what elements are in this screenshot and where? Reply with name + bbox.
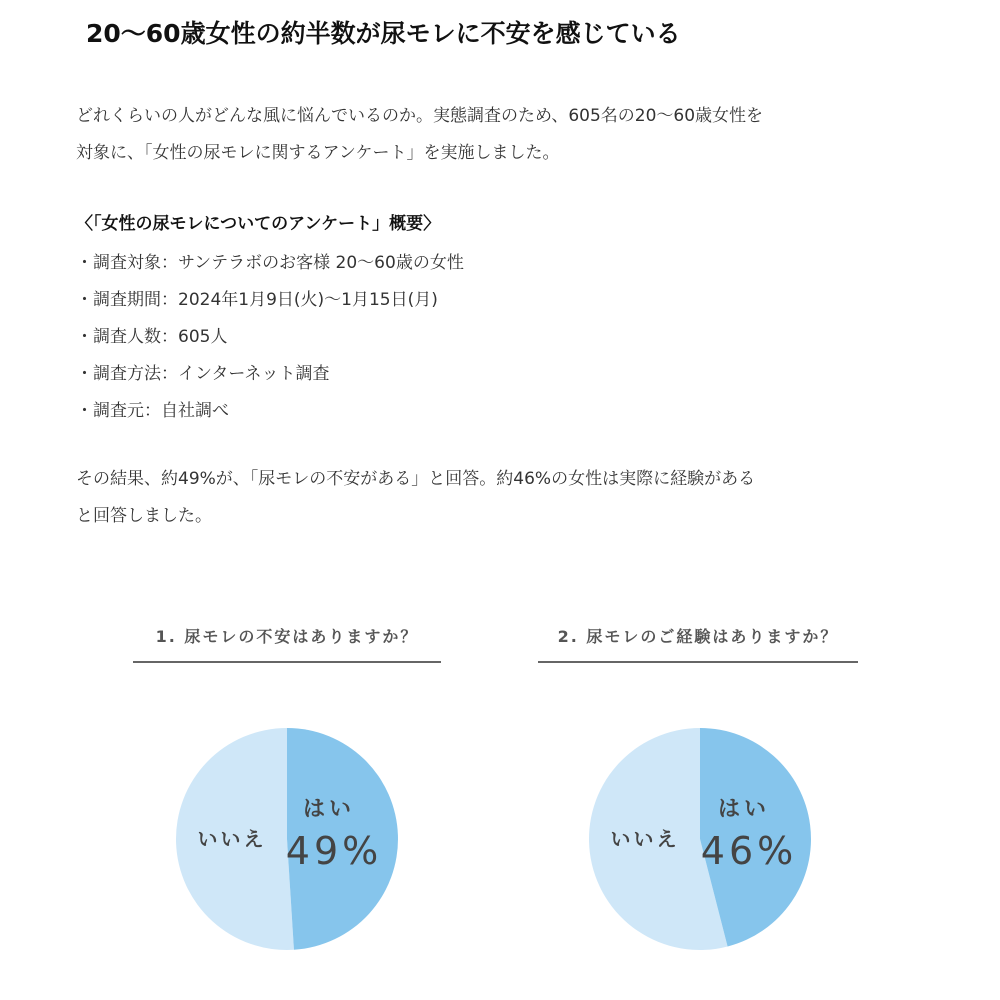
- pie-chart-experience-svg: [587, 726, 813, 952]
- slice-value-yes: 49%: [285, 829, 383, 873]
- slice-label-yes: はい: [302, 797, 356, 822]
- result-line-1: その結果、約49%が、「尿モレの不安がある」と回答。約46%の女性は実際に経験がある: [76, 469, 756, 489]
- page-title: 20～60歳女性の約半数が尿モレに不安を感じている: [86, 19, 681, 48]
- intro-line-1: どれくらいの人がどんな風に悩んでいるのか。実態調査のため、605名の20～60歳女性を: [76, 106, 764, 126]
- pie-chart-anxiety: [174, 726, 400, 956]
- list-item: ・調査元：自社調べ: [76, 401, 229, 421]
- question-1-title: 1. 尿モレの不安はありますか？: [133, 624, 441, 663]
- slice-label-no: いいえ: [197, 827, 267, 851]
- survey-outline-list: [76, 245, 464, 430]
- list-item: ・調査対象：サンテラボのお客様 20～60歳の女性: [76, 253, 464, 273]
- list-item: ・調査人数：605人: [76, 327, 228, 347]
- pie-chart-anxiety-svg: [174, 726, 400, 952]
- slice-label-yes: はい: [717, 797, 771, 822]
- list-item: ・調査方法：インターネット調査: [76, 364, 330, 384]
- list-item: ・調査期間：2024年1月9日(火)～1月15日(月): [76, 290, 438, 310]
- question-2-title: 2. 尿モレのご経験はありますか？: [538, 624, 858, 663]
- result-line-2: と回答しました。: [76, 506, 212, 526]
- pie-chart-experience: [587, 726, 813, 956]
- intro-line-2: 対象に、「女性の尿モレに関するアンケート」を実施しました。: [76, 143, 560, 163]
- slice-value-yes: 46%: [700, 829, 798, 873]
- result-paragraph: [76, 461, 755, 535]
- slice-label-no: いいえ: [610, 827, 680, 851]
- intro-paragraph: [76, 98, 763, 172]
- survey-outline-heading: 〈「女性の尿モレについてのアンケート」概要〉: [76, 214, 441, 234]
